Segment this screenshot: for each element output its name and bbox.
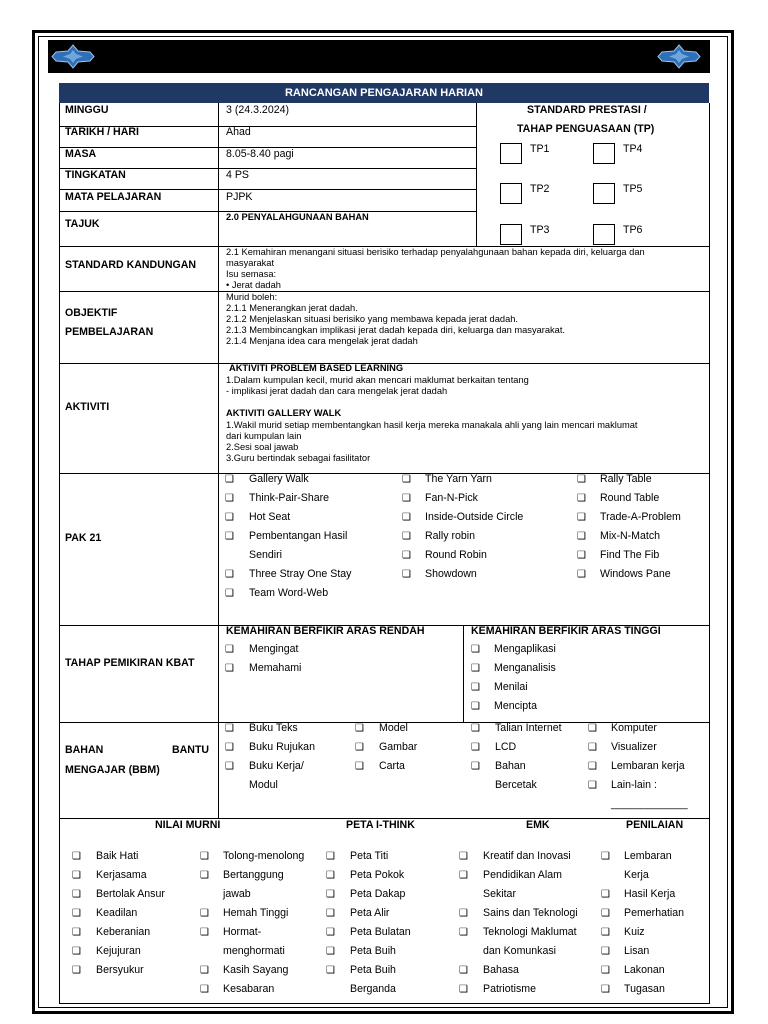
kbat-label: TAHAP PEMIKIRAN KBAT: [65, 657, 195, 669]
checkbox-icon[interactable]: ❑: [577, 474, 586, 485]
checkbox-icon[interactable]: ❑: [459, 927, 468, 938]
checkbox-icon[interactable]: ❑: [402, 569, 411, 580]
nilai-item: menghormati: [223, 945, 285, 957]
bbm-label-mengajar: MENGAJAR (BBM): [65, 764, 160, 776]
emk-item: Patriotisme: [483, 983, 536, 995]
checkbox-icon[interactable]: ❑: [225, 723, 234, 734]
nilai-item: Bertolak Ansur: [96, 888, 165, 900]
tarikh-label: TARIKH / HARI: [65, 126, 139, 138]
checkbox-icon[interactable]: ❑: [200, 908, 209, 919]
nilai-item: Bertanggung: [223, 869, 284, 881]
bbm-item: LCD: [495, 741, 517, 753]
emk-item: dan Komunkasi: [483, 945, 557, 957]
checkbox-icon[interactable]: ❑: [601, 889, 610, 900]
checkbox-icon[interactable]: ❑: [601, 965, 610, 976]
checkbox-icon[interactable]: ❑: [471, 723, 480, 734]
pak21-item: Windows Pane: [600, 568, 671, 580]
peta-item: Peta Alir: [350, 907, 390, 919]
pak21-label: PAK 21: [65, 532, 102, 544]
checkbox-icon[interactable]: ❑: [326, 851, 335, 862]
emk-heading: EMK: [526, 819, 550, 831]
checkbox-icon[interactable]: ❑: [225, 512, 234, 523]
pak21-item: Fan-N-Pick: [425, 492, 478, 504]
pak21-item: Inside-Outside Circle: [425, 511, 524, 523]
pak21-item: Trade-A-Problem: [600, 511, 681, 523]
objektif-line: 2.1.2 Menjelaskan situasi berisiko yang membawa kepada jerat dadah.: [226, 314, 518, 324]
masa-label: MASA: [65, 148, 97, 160]
aktiviti-line: 1.Dalam kumpulan kecil, murid akan mencari maklumat berkaitan tentang: [226, 375, 529, 385]
checkbox-icon[interactable]: ❑: [200, 927, 209, 938]
checkbox-icon[interactable]: ❑: [588, 761, 597, 772]
checkbox-icon[interactable]: ❑: [601, 927, 610, 938]
bbm-item: Bahan: [495, 760, 526, 772]
checkbox-icon[interactable]: ❑: [402, 493, 411, 504]
checkbox-icon[interactable]: ❑: [577, 493, 586, 504]
standard-kandungan-line: masyarakat: [226, 258, 275, 268]
checkbox-icon[interactable]: ❑: [577, 512, 586, 523]
tarikh-value: Ahad: [226, 126, 251, 138]
bbm-item: Talian Internet: [495, 722, 562, 734]
aktiviti-line: 2.Sesi soal jawab: [226, 442, 299, 452]
standard-kandungan-label: STANDARD KANDUNGAN: [65, 259, 197, 271]
checkbox-icon[interactable]: ❑: [72, 908, 81, 919]
checkbox-icon[interactable]: ❑: [601, 851, 610, 862]
checkbox-icon[interactable]: ❑: [326, 908, 335, 919]
checkbox-icon[interactable]: ❑: [72, 946, 81, 957]
tajuk-label: TAJUK: [65, 218, 100, 230]
checkbox-icon[interactable]: ❑: [225, 474, 234, 485]
checkbox-icon[interactable]: ❑: [326, 889, 335, 900]
bbm-item: Lain-lain :: [611, 779, 657, 791]
checkbox-icon[interactable]: ❑: [72, 851, 81, 862]
kbat-tinggi-item: Menganalisis: [494, 662, 556, 674]
tp1-label: TP1: [530, 143, 550, 155]
nilai-item: Kasih Sayang: [223, 964, 289, 976]
standard-kandungan-line: • Jerat dadah: [226, 280, 281, 290]
checkbox-icon[interactable]: ❑: [225, 588, 234, 599]
bbm-item: Gambar: [379, 741, 418, 753]
nilai-item: jawab: [223, 888, 251, 900]
checkbox-icon[interactable]: ❑: [601, 908, 610, 919]
checkbox-icon[interactable]: ❑: [459, 965, 468, 976]
aktiviti-line: dari kumpulan lain: [226, 431, 302, 441]
checkbox-icon[interactable]: ❑: [601, 984, 610, 995]
checkbox-icon[interactable]: ❑: [459, 851, 468, 862]
tingkatan-label: TINGKATAN: [65, 169, 126, 181]
pak21-item: Team Word-Web: [249, 587, 329, 599]
tp4-checkbox[interactable]: [593, 143, 615, 164]
standard-kandungan-line: 2.1 Kemahiran menangani situasi berisiko terhadap penyalahgunaan bahan kepada diri, keluarga dan: [226, 247, 645, 257]
objektif-line: 2.1.3 Membincangkan implikasi jerat dadah kepada diri, keluarga dan masyarakat.: [226, 325, 566, 335]
header-banner: [48, 40, 710, 73]
checkbox-icon[interactable]: ❑: [225, 531, 234, 542]
kbat-tinggi-heading: KEMAHIRAN BERFIKIR ARAS TINGGI: [471, 625, 661, 637]
peta-item: Peta Bulatan: [350, 926, 411, 938]
penilaian-item: Pemerhatian: [624, 907, 685, 919]
checkbox-icon[interactable]: ❑: [355, 723, 364, 734]
peta-item: Berganda: [350, 983, 396, 995]
aktiviti-line: 1.Wakil murid setiap membentangkan hasil kerja mereka manakala ahli yang lain mencari maklumat: [226, 420, 638, 430]
pak21-item: Rally robin: [425, 530, 476, 542]
tingkatan-value: 4 PS: [226, 169, 249, 181]
objektif-line: Murid boleh:: [226, 292, 278, 302]
penilaian-item: Lembaran: [624, 850, 672, 862]
pak21-item: Round Robin: [425, 549, 487, 561]
tp5-checkbox[interactable]: [593, 183, 615, 204]
penilaian-item: Hasil Kerja: [624, 888, 676, 900]
nilai-item: Kerjasama: [96, 869, 147, 881]
minggu-label: MINGGU: [65, 104, 109, 116]
pak21-item: Hot Seat: [249, 511, 291, 523]
checkbox-icon[interactable]: ❑: [72, 870, 81, 881]
nilai-item: Tolong-menolong: [223, 850, 305, 862]
nilai-item: Keadilan: [96, 907, 138, 919]
emk-item: Kreatif dan Inovasi: [483, 850, 571, 862]
ornament-right-icon: [656, 43, 702, 70]
pak21-item: Think-Pair-Share: [249, 492, 330, 504]
nilai-item: Kejujuran: [96, 945, 141, 957]
pak21-item: Three Stray One Stay: [249, 568, 352, 580]
checkbox-icon[interactable]: ❑: [588, 742, 597, 753]
tp6-checkbox[interactable]: [593, 224, 615, 245]
tp6-label: TP6: [623, 224, 643, 236]
emk-item: Bahasa: [483, 964, 519, 976]
bbm-item: Visualizer: [611, 741, 657, 753]
aktiviti-line: - implikasi jerat dadah dan cara mengelak jerat dadah: [226, 386, 448, 396]
tp4-label: TP4: [623, 143, 643, 155]
tp1-checkbox[interactable]: [500, 143, 522, 164]
checkbox-icon[interactable]: ❑: [355, 742, 364, 753]
checkbox-icon[interactable]: ❑: [200, 965, 209, 976]
checkbox-icon[interactable]: ❑: [402, 550, 411, 561]
checkbox-icon[interactable]: ❑: [471, 682, 480, 693]
bbm-item: Komputer: [611, 722, 657, 734]
tp5-label: TP5: [623, 183, 643, 195]
kbat-tinggi-item: Mencipta: [494, 700, 537, 712]
pak21-item: Pembentangan Hasil: [249, 530, 348, 542]
checkbox-icon[interactable]: ❑: [471, 742, 480, 753]
standard-kandungan-line: Isu semasa:: [226, 269, 277, 279]
checkbox-icon[interactable]: ❑: [326, 870, 335, 881]
aktiviti-label: AKTIVITI: [65, 401, 110, 413]
aktiviti-line: 3.Guru bertindak sebagai fasilitator: [226, 453, 371, 463]
checkbox-icon[interactable]: ❑: [459, 908, 468, 919]
bbm-item: Buku Kerja/: [249, 760, 304, 772]
masa-value: 8.05-8.40 pagi: [226, 148, 294, 160]
nilai-murni-heading: NILAI MURNI: [155, 819, 221, 831]
checkbox-icon[interactable]: ❑: [326, 946, 335, 957]
bbm-item: Model: [379, 722, 408, 734]
bbm-item: Lembaran kerja: [611, 760, 685, 772]
pak21-item: Mix-N-Match: [600, 530, 661, 542]
checkbox-icon[interactable]: ❑: [459, 870, 468, 881]
mata-pelajaran-label: MATA PELAJARAN: [65, 191, 162, 203]
peta-item: Peta Titi: [350, 850, 389, 862]
tp3-label: TP3: [530, 224, 550, 236]
bbm-item: Modul: [249, 779, 278, 791]
bbm-label-bahan: BAHAN: [65, 744, 104, 756]
pak21-item: Find The Fib: [600, 549, 660, 561]
aktiviti-heading-gallery-walk: AKTIVITI GALLERY WALK: [226, 408, 342, 418]
penilaian-item: Lisan: [624, 945, 650, 957]
checkbox-icon[interactable]: ❑: [577, 569, 586, 580]
aktiviti-heading-pbl: AKTIVITI PROBLEM BASED LEARNING: [229, 363, 404, 373]
emk-item: Pendidikan Alam: [483, 869, 562, 881]
emk-item: Sekitar: [483, 888, 516, 900]
peta-item: Peta Buih: [350, 945, 396, 957]
checkbox-icon[interactable]: ❑: [225, 644, 234, 655]
checkbox-icon[interactable]: ❑: [225, 493, 234, 504]
checkbox-icon[interactable]: ❑: [459, 984, 468, 995]
peta-ithink-heading: PETA I-THINK: [346, 819, 415, 831]
checkbox-icon[interactable]: ❑: [225, 742, 234, 753]
pembelajaran-label: PEMBELAJARAN: [65, 326, 154, 338]
checkbox-icon[interactable]: ❑: [355, 761, 364, 772]
penilaian-item: Kuiz: [624, 926, 645, 938]
checkbox-icon[interactable]: ❑: [588, 723, 597, 734]
pak21-item: Round Table: [600, 492, 660, 504]
penilaian-heading: PENILAIAN: [626, 819, 684, 831]
pak21-item: Sendiri: [249, 549, 282, 561]
checkbox-icon[interactable]: ❑: [326, 927, 335, 938]
checkbox-icon[interactable]: ❑: [577, 531, 586, 542]
lain-lain-input[interactable]: _____________: [611, 798, 688, 810]
tp2-label: TP2: [530, 183, 550, 195]
kbat-tinggi-item: Mengaplikasi: [494, 643, 556, 655]
pak21-item: Rally Table: [600, 473, 652, 485]
checkbox-icon[interactable]: ❑: [601, 946, 610, 957]
objektif-line: 2.1.1 Menerangkan jerat dadah.: [226, 303, 358, 313]
bbm-item: Buku Teks: [249, 722, 298, 734]
mata-pelajaran-value: PJPK: [226, 191, 253, 203]
checkbox-icon[interactable]: ❑: [225, 663, 234, 674]
checkbox-icon[interactable]: ❑: [72, 965, 81, 976]
checkbox-icon[interactable]: ❑: [402, 474, 411, 485]
tp2-checkbox[interactable]: [500, 183, 522, 204]
page-title: RANCANGAN PENGAJARAN HARIAN: [59, 83, 709, 103]
checkbox-icon[interactable]: ❑: [200, 984, 209, 995]
bbm-item: Buku Rujukan: [249, 741, 315, 753]
checkbox-icon[interactable]: ❑: [471, 701, 480, 712]
bbm-label-bantu: BANTU: [172, 744, 210, 756]
pak21-item: Showdown: [425, 568, 477, 580]
checkbox-icon[interactable]: ❑: [471, 644, 480, 655]
checkbox-icon[interactable]: ❑: [471, 663, 480, 674]
checkbox-icon[interactable]: ❑: [402, 512, 411, 523]
checkbox-icon[interactable]: ❑: [200, 851, 209, 862]
checkbox-icon[interactable]: ❑: [588, 780, 597, 791]
checkbox-icon[interactable]: ❑: [577, 550, 586, 561]
checkbox-icon[interactable]: ❑: [72, 889, 81, 900]
nilai-item: Keberanian: [96, 926, 151, 938]
kbat-rendah-item: Memahami: [249, 662, 302, 674]
nilai-item: Bersyukur: [96, 964, 144, 976]
emk-item: Teknologi Maklumat: [483, 926, 577, 938]
nilai-item: Hormat-: [223, 926, 262, 938]
penilaian-item: Kerja: [624, 869, 649, 881]
penilaian-item: Lakonan: [624, 964, 665, 976]
tp3-checkbox[interactable]: [500, 224, 522, 245]
checkbox-icon[interactable]: ❑: [471, 761, 480, 772]
checkbox-icon[interactable]: ❑: [200, 870, 209, 881]
kbat-rendah-heading: KEMAHIRAN BERFIKIR ARAS RENDAH: [226, 625, 425, 637]
objektif-label: OBJEKTIF: [65, 307, 118, 319]
minggu-value: 3 (24.3.2024): [226, 104, 290, 116]
checkbox-icon[interactable]: ❑: [225, 761, 234, 772]
checkbox-icon[interactable]: ❑: [72, 927, 81, 938]
peta-item: Peta Dakap: [350, 888, 406, 900]
pak21-item: The Yarn Yarn: [425, 473, 492, 485]
kbat-rendah-item: Mengingat: [249, 643, 299, 655]
emk-item: Sains dan Teknologi: [483, 907, 578, 919]
objektif-line: 2.1.4 Menjana idea cara mengelak jerat dadah: [226, 336, 418, 346]
bbm-item: Carta: [379, 760, 405, 772]
peta-item: Peta Buih: [350, 964, 396, 976]
nilai-item: Kesabaran: [223, 983, 275, 995]
tajuk-value: 2.0 PENYALAHGUNAAN BAHAN: [226, 212, 369, 222]
penilaian-item: Tugasan: [624, 983, 665, 995]
standard-prestasi-heading: STANDARD PRESTASI /: [527, 104, 647, 116]
checkbox-icon[interactable]: ❑: [402, 531, 411, 542]
checkbox-icon[interactable]: ❑: [326, 965, 335, 976]
nilai-item: Baik Hati: [96, 850, 139, 862]
ornament-left-icon: [50, 43, 96, 70]
peta-item: Peta Pokok: [350, 869, 405, 881]
bbm-item: Bercetak: [495, 779, 537, 791]
checkbox-icon[interactable]: ❑: [225, 569, 234, 580]
kbat-tinggi-item: Menilai: [494, 681, 528, 693]
tahap-penguasaan-heading: TAHAP PENGUASAAN (TP): [517, 123, 655, 135]
nilai-item: Hemah Tinggi: [223, 907, 289, 919]
pak21-item: Gallery Walk: [249, 473, 309, 485]
